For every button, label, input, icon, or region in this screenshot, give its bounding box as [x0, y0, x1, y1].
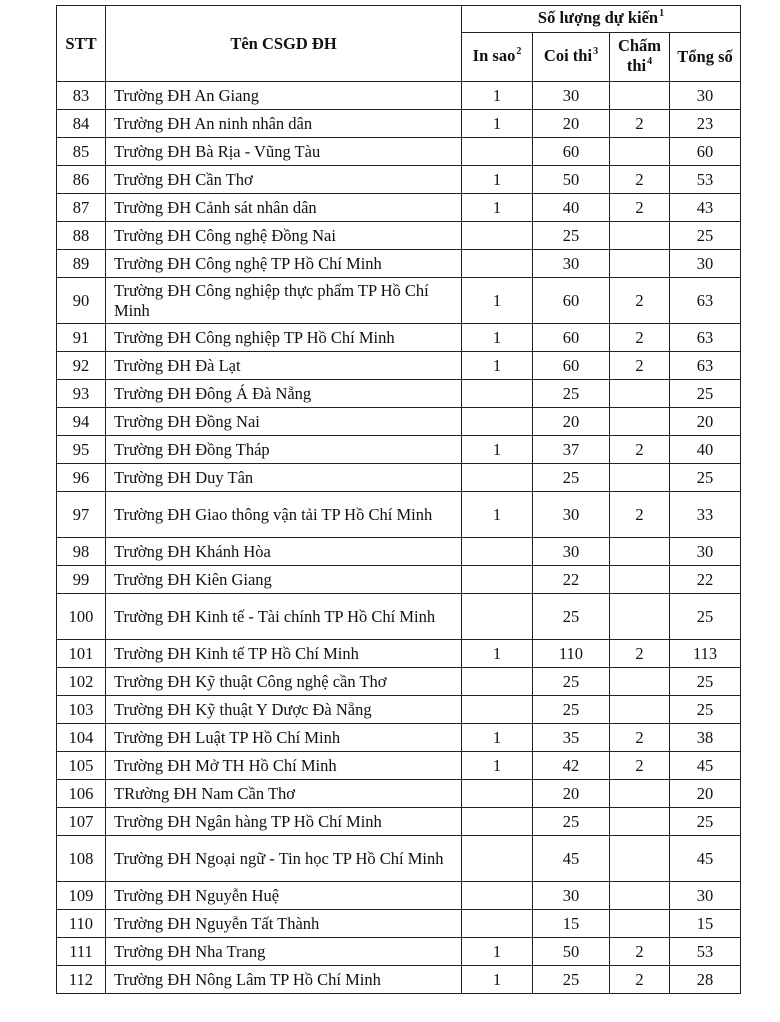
cell-cham-thi: 2	[610, 278, 670, 324]
cell-name: Trường ĐH Bà Rịa - Vũng Tàu	[106, 138, 462, 166]
table-row	[57, 696, 741, 724]
cell-tong-so: 25	[670, 668, 741, 696]
cell-cham-thi: 2	[610, 166, 670, 194]
cell-name: Trường ĐH Công nghệ Đồng Nai	[106, 222, 462, 250]
cell-in-sao: 1	[462, 492, 533, 538]
cell-name: Trường ĐH An Giang	[106, 82, 462, 110]
cell-tong-so: 45	[670, 836, 741, 882]
header-group-label: Số lượng dự kiến	[537, 7, 659, 27]
cell-stt: 91	[57, 324, 106, 352]
table-row	[57, 594, 741, 640]
cell-in-sao: 1	[462, 966, 533, 994]
cell-stt: 101	[57, 640, 106, 668]
table-row	[57, 780, 741, 808]
cell-name: Trường ĐH Cảnh sát nhân dân	[106, 194, 462, 222]
cell-stt: 87	[57, 194, 106, 222]
cell-cham-thi	[610, 882, 670, 910]
cell-name: Trường ĐH Giao thông vận tải TP Hồ Chí Minh	[106, 492, 462, 538]
cell-tong-so: 40	[670, 436, 741, 464]
header-coi-thi-label: Coi thi	[543, 45, 593, 65]
cell-cham-thi: 2	[610, 966, 670, 994]
cell-coi-thi: 30	[533, 492, 610, 538]
cell-tong-so: 25	[670, 464, 741, 492]
cell-name: Trường ĐH Kinh tế - Tài chính TP Hồ Chí Minh	[106, 594, 462, 640]
cell-tong-so: 20	[670, 408, 741, 436]
cell-tong-so: 25	[670, 594, 741, 640]
cell-coi-thi: 15	[533, 910, 610, 938]
cell-in-sao: 1	[462, 82, 533, 110]
cell-stt: 96	[57, 464, 106, 492]
cell-in-sao	[462, 696, 533, 724]
cell-in-sao	[462, 138, 533, 166]
cell-in-sao	[462, 836, 533, 882]
cell-cham-thi	[610, 538, 670, 566]
cell-stt: 103	[57, 696, 106, 724]
cell-cham-thi	[610, 138, 670, 166]
header-coi-thi-sup: 3	[593, 45, 599, 57]
table-row	[57, 380, 741, 408]
cell-stt: 112	[57, 966, 106, 994]
cell-coi-thi: 60	[533, 324, 610, 352]
cell-in-sao: 1	[462, 194, 533, 222]
allocation-table	[56, 5, 741, 994]
cell-cham-thi	[610, 696, 670, 724]
cell-name: Trường ĐH Kiên Giang	[106, 566, 462, 594]
table-row	[57, 538, 741, 566]
cell-cham-thi	[610, 380, 670, 408]
table-row	[57, 882, 741, 910]
cell-in-sao	[462, 250, 533, 278]
cell-tong-so: 113	[670, 640, 741, 668]
cell-coi-thi: 60	[533, 138, 610, 166]
cell-cham-thi: 2	[610, 352, 670, 380]
cell-cham-thi: 2	[610, 938, 670, 966]
table-row	[57, 752, 741, 780]
cell-cham-thi	[610, 780, 670, 808]
cell-cham-thi	[610, 222, 670, 250]
cell-tong-so: 25	[670, 380, 741, 408]
cell-cham-thi: 2	[610, 724, 670, 752]
cell-stt: 106	[57, 780, 106, 808]
cell-in-sao	[462, 408, 533, 436]
cell-tong-so: 38	[670, 724, 741, 752]
table-row	[57, 436, 741, 464]
cell-in-sao: 1	[462, 278, 533, 324]
cell-name: Trường ĐH Đông Á Đà Nẵng	[106, 380, 462, 408]
cell-coi-thi: 25	[533, 380, 610, 408]
table-row	[57, 194, 741, 222]
cell-stt: 107	[57, 808, 106, 836]
cell-tong-so: 53	[670, 166, 741, 194]
cell-stt: 93	[57, 380, 106, 408]
cell-name: Trường ĐH Đồng Tháp	[106, 436, 462, 464]
cell-tong-so: 30	[670, 538, 741, 566]
cell-coi-thi: 35	[533, 724, 610, 752]
table-row	[57, 82, 741, 110]
cell-tong-so: 20	[670, 780, 741, 808]
cell-stt: 86	[57, 166, 106, 194]
cell-stt: 85	[57, 138, 106, 166]
cell-in-sao: 1	[462, 324, 533, 352]
cell-stt: 97	[57, 492, 106, 538]
cell-in-sao	[462, 566, 533, 594]
cell-name: Trường ĐH Luật TP Hồ Chí Minh	[106, 724, 462, 752]
header-cham-thi-label: Chấm thi	[617, 35, 662, 75]
cell-tong-so: 60	[670, 138, 741, 166]
cell-stt: 99	[57, 566, 106, 594]
cell-tong-so: 63	[670, 352, 741, 380]
cell-stt: 84	[57, 110, 106, 138]
cell-tong-so: 53	[670, 938, 741, 966]
cell-in-sao: 1	[462, 640, 533, 668]
cell-coi-thi: 50	[533, 938, 610, 966]
header-in-sao-label: In sao	[472, 45, 516, 65]
cell-cham-thi	[610, 910, 670, 938]
cell-in-sao: 1	[462, 166, 533, 194]
table-row	[57, 250, 741, 278]
header-group-sup: 1	[659, 7, 665, 19]
cell-in-sao: 1	[462, 352, 533, 380]
cell-coi-thi: 20	[533, 408, 610, 436]
table-row	[57, 222, 741, 250]
cell-name: Trường ĐH Khánh Hòa	[106, 538, 462, 566]
cell-cham-thi	[610, 566, 670, 594]
cell-coi-thi: 50	[533, 166, 610, 194]
table-row	[57, 166, 741, 194]
cell-coi-thi: 37	[533, 436, 610, 464]
cell-coi-thi: 25	[533, 464, 610, 492]
header-in-sao-sup: 2	[516, 45, 522, 57]
cell-cham-thi: 2	[610, 194, 670, 222]
cell-cham-thi	[610, 668, 670, 696]
cell-tong-so: 43	[670, 194, 741, 222]
cell-cham-thi	[610, 594, 670, 640]
cell-stt: 89	[57, 250, 106, 278]
cell-tong-so: 30	[670, 882, 741, 910]
cell-name: Trường ĐH Nông Lâm TP Hồ Chí Minh	[106, 966, 462, 994]
cell-coi-thi: 42	[533, 752, 610, 780]
cell-coi-thi: 30	[533, 538, 610, 566]
cell-coi-thi: 25	[533, 808, 610, 836]
cell-in-sao	[462, 464, 533, 492]
cell-coi-thi: 22	[533, 566, 610, 594]
cell-name: Trường ĐH An ninh nhân dân	[106, 110, 462, 138]
cell-in-sao: 1	[462, 724, 533, 752]
header-cham-thi-sup: 4	[647, 55, 653, 67]
header-cham-thi	[610, 33, 670, 82]
cell-stt: 90	[57, 278, 106, 324]
cell-tong-so: 30	[670, 82, 741, 110]
table-row	[57, 910, 741, 938]
cell-in-sao	[462, 910, 533, 938]
cell-coi-thi: 25	[533, 668, 610, 696]
header-group	[462, 6, 741, 33]
cell-stt: 83	[57, 82, 106, 110]
table-body	[57, 82, 741, 994]
cell-cham-thi: 2	[610, 640, 670, 668]
cell-name: Trường ĐH Đồng Nai	[106, 408, 462, 436]
cell-cham-thi	[610, 464, 670, 492]
cell-in-sao	[462, 668, 533, 696]
cell-name: Trường ĐH Công nghệ TP Hồ Chí Minh	[106, 250, 462, 278]
cell-cham-thi: 2	[610, 492, 670, 538]
cell-coi-thi: 30	[533, 882, 610, 910]
table-row	[57, 724, 741, 752]
cell-name: Trường ĐH Ngân hàng TP Hồ Chí Minh	[106, 808, 462, 836]
table-row	[57, 464, 741, 492]
cell-in-sao	[462, 882, 533, 910]
table-row	[57, 278, 741, 324]
cell-in-sao	[462, 538, 533, 566]
cell-stt: 111	[57, 938, 106, 966]
cell-tong-so: 25	[670, 808, 741, 836]
table-row	[57, 324, 741, 352]
header-coi-thi	[533, 33, 610, 82]
cell-stt: 109	[57, 882, 106, 910]
cell-stt: 108	[57, 836, 106, 882]
table-row	[57, 640, 741, 668]
cell-name: Trường ĐH Ngoại ngữ - Tin học TP Hồ Chí Minh	[106, 836, 462, 882]
cell-cham-thi	[610, 408, 670, 436]
cell-tong-so: 63	[670, 324, 741, 352]
table-row	[57, 352, 741, 380]
cell-coi-thi: 25	[533, 696, 610, 724]
cell-coi-thi: 60	[533, 278, 610, 324]
cell-name: TRường ĐH Nam Cần Thơ	[106, 780, 462, 808]
cell-stt: 104	[57, 724, 106, 752]
cell-cham-thi	[610, 250, 670, 278]
cell-coi-thi: 40	[533, 194, 610, 222]
cell-stt: 110	[57, 910, 106, 938]
table-row	[57, 138, 741, 166]
cell-name: Trường ĐH Đà Lạt	[106, 352, 462, 380]
table-row	[57, 492, 741, 538]
cell-cham-thi: 2	[610, 752, 670, 780]
cell-tong-so: 23	[670, 110, 741, 138]
cell-cham-thi: 2	[610, 110, 670, 138]
cell-tong-so: 30	[670, 250, 741, 278]
cell-in-sao: 1	[462, 938, 533, 966]
cell-stt: 102	[57, 668, 106, 696]
cell-stt: 105	[57, 752, 106, 780]
cell-coi-thi: 25	[533, 594, 610, 640]
cell-coi-thi: 25	[533, 966, 610, 994]
cell-in-sao: 1	[462, 110, 533, 138]
cell-coi-thi: 45	[533, 836, 610, 882]
cell-in-sao	[462, 780, 533, 808]
cell-tong-so: 25	[670, 222, 741, 250]
cell-name: Trường ĐH Duy Tân	[106, 464, 462, 492]
cell-in-sao	[462, 594, 533, 640]
cell-name: Trường ĐH Kinh tế TP Hồ Chí Minh	[106, 640, 462, 668]
cell-tong-so: 33	[670, 492, 741, 538]
table-row	[57, 668, 741, 696]
cell-coi-thi: 110	[533, 640, 610, 668]
cell-cham-thi	[610, 808, 670, 836]
cell-name: Trường ĐH Công nghiệp thực phẩm TP Hồ Chí Minh	[106, 278, 462, 324]
cell-tong-so: 45	[670, 752, 741, 780]
cell-name: Trường ĐH Nguyễn Huệ	[106, 882, 462, 910]
cell-coi-thi: 20	[533, 780, 610, 808]
cell-tong-so: 63	[670, 278, 741, 324]
cell-tong-so: 25	[670, 696, 741, 724]
table-row	[57, 110, 741, 138]
cell-coi-thi: 60	[533, 352, 610, 380]
cell-name: Trường ĐH Cần Thơ	[106, 166, 462, 194]
cell-coi-thi: 30	[533, 82, 610, 110]
cell-stt: 98	[57, 538, 106, 566]
cell-in-sao	[462, 380, 533, 408]
cell-cham-thi	[610, 82, 670, 110]
header-in-sao	[462, 33, 533, 82]
header-stt: STT	[57, 6, 106, 82]
cell-stt: 100	[57, 594, 106, 640]
cell-name: Trường ĐH Kỹ thuật Y Dược Đà Nẵng	[106, 696, 462, 724]
cell-tong-so: 22	[670, 566, 741, 594]
cell-name: Trường ĐH Nha Trang	[106, 938, 462, 966]
cell-in-sao	[462, 222, 533, 250]
table-row	[57, 808, 741, 836]
cell-stt: 92	[57, 352, 106, 380]
cell-stt: 95	[57, 436, 106, 464]
header-tong-so: Tổng số	[670, 33, 741, 82]
cell-in-sao	[462, 808, 533, 836]
table-row	[57, 566, 741, 594]
table-row	[57, 836, 741, 882]
cell-name: Trường ĐH Mở TH Hồ Chí Minh	[106, 752, 462, 780]
cell-coi-thi: 20	[533, 110, 610, 138]
cell-stt: 88	[57, 222, 106, 250]
cell-tong-so: 15	[670, 910, 741, 938]
header-name: Tên CSGD ĐH	[106, 6, 462, 82]
cell-cham-thi	[610, 836, 670, 882]
cell-name: Trường ĐH Công nghiệp TP Hồ Chí Minh	[106, 324, 462, 352]
cell-stt: 94	[57, 408, 106, 436]
table-row	[57, 938, 741, 966]
cell-tong-so: 28	[670, 966, 741, 994]
cell-name: Trường ĐH Kỹ thuật Công nghệ cần Thơ	[106, 668, 462, 696]
cell-cham-thi: 2	[610, 436, 670, 464]
cell-cham-thi: 2	[610, 324, 670, 352]
cell-in-sao: 1	[462, 752, 533, 780]
cell-coi-thi: 30	[533, 250, 610, 278]
table-row	[57, 966, 741, 994]
cell-coi-thi: 25	[533, 222, 610, 250]
table-row	[57, 408, 741, 436]
cell-name: Trường ĐH Nguyễn Tất Thành	[106, 910, 462, 938]
cell-in-sao: 1	[462, 436, 533, 464]
